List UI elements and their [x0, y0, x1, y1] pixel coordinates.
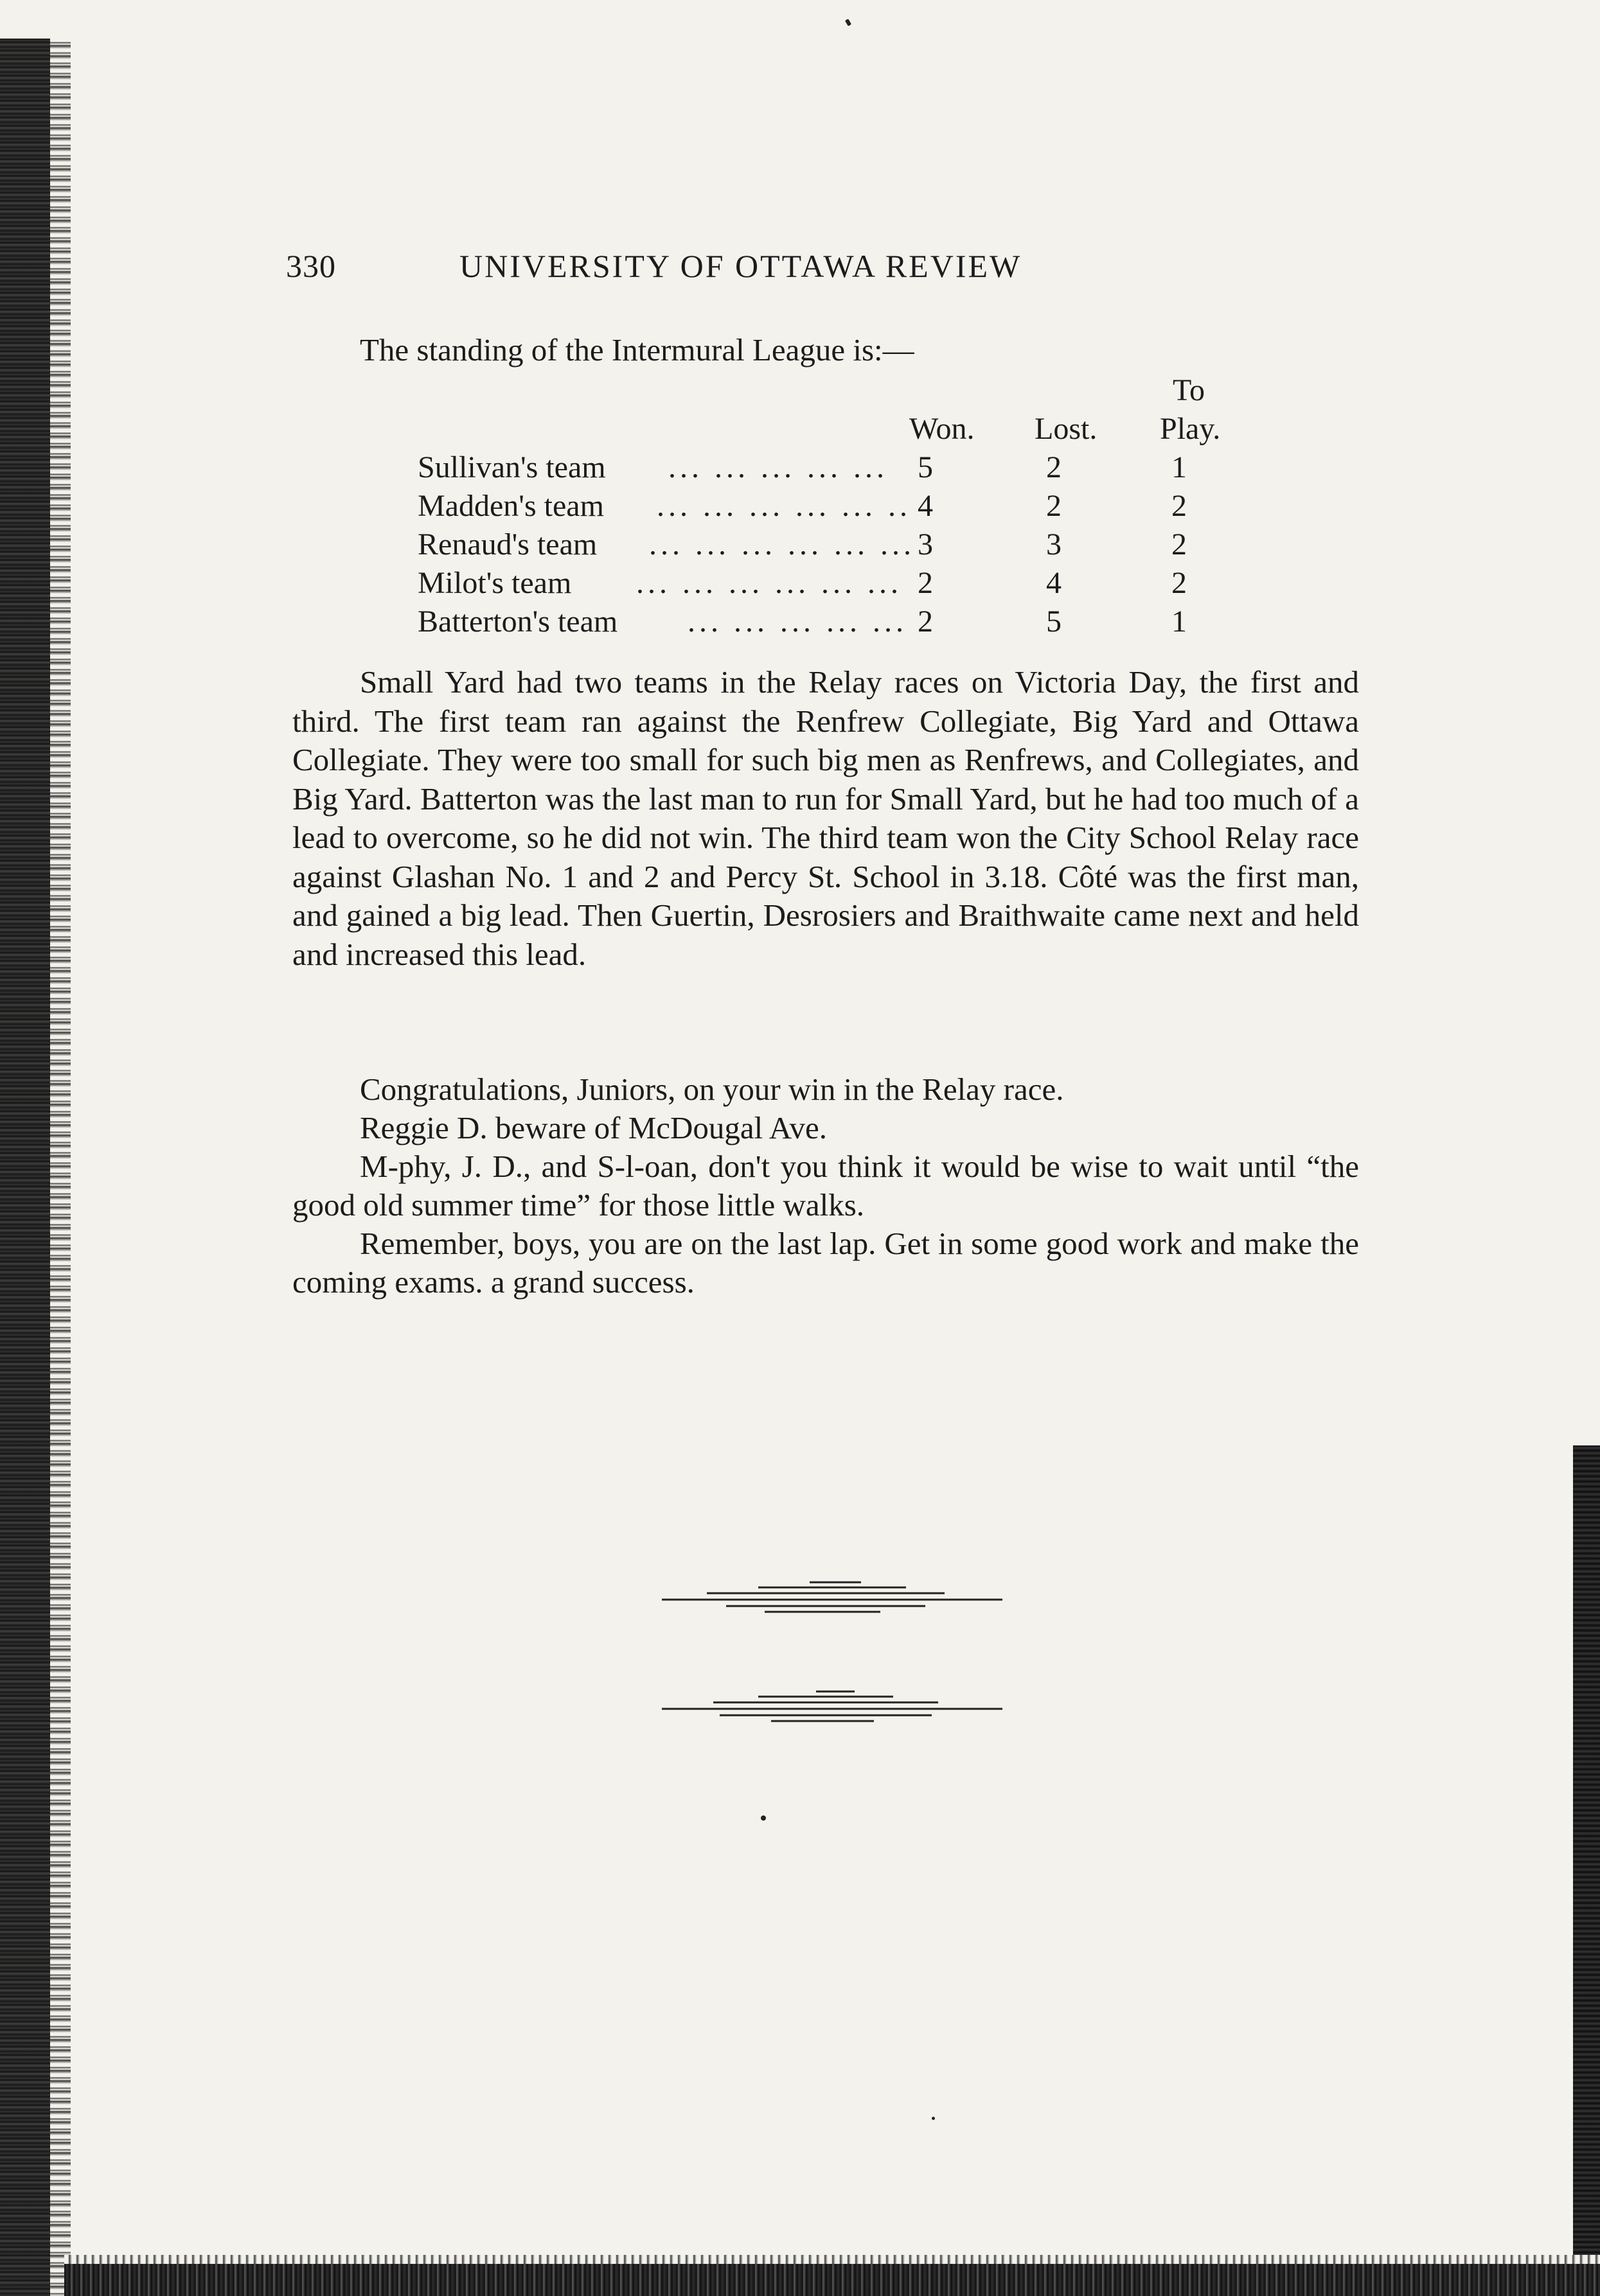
- dot-leader: ... ... ... ... ... ...: [636, 566, 902, 600]
- header-to-play-line2: Play.: [1160, 412, 1221, 446]
- dot-leader: ... ... ... ... ...: [688, 605, 907, 639]
- dot-leader: ... ... ... ... ...: [668, 450, 888, 484]
- stray-ink-dot: [761, 1815, 766, 1821]
- lost-value: 2: [1046, 489, 1062, 523]
- to-play-value: 2: [1171, 527, 1187, 561]
- won-value: 5: [918, 450, 933, 484]
- lost-value: 3: [1046, 527, 1062, 561]
- team-name: Madden's team: [418, 489, 604, 523]
- stray-ink-dot: [932, 2117, 935, 2120]
- won-value: 2: [918, 605, 933, 639]
- header-won: Won.: [909, 412, 975, 446]
- lost-value: 5: [1046, 605, 1062, 639]
- team-name: Renaud's team: [418, 527, 598, 561]
- team-name: Sullivan's team: [418, 450, 606, 484]
- reggie-paragraph: Reggie D. beware of McDougal Ave.: [360, 1110, 828, 1145]
- table-row: [418, 565, 1253, 604]
- lost-value: 2: [1046, 450, 1062, 484]
- table-row: [418, 527, 1253, 565]
- table-row: [418, 604, 1253, 642]
- to-play-value: 2: [1171, 489, 1187, 523]
- header-lost: Lost.: [1035, 412, 1098, 446]
- page-number: 330: [286, 248, 336, 284]
- stray-ink-mark: [845, 19, 851, 26]
- table-row: [418, 488, 1253, 527]
- page-header: [286, 247, 1198, 299]
- lost-value: 4: [1046, 566, 1062, 600]
- relay-race-paragraph: Small Yard had two teams in the Relay races on Victoria Day, the first and third. The first team ran against the Renfrew Collegiate, Big Yard and Ottawa Collegiate. They were too small for such big men as Renfrews, and Collegiates, and Big Yard. Batterton was the last man to run for Small Yard, but he had too much of a lead to overcome, so he did not win. The third team won the City School Relay race against Glashan No. 1 and 2 and Percy St. School in 3.18. Côté was the first man, and gained a big lead. Then Guertin, Desrosiers and Braithwaite came next and held and increased this lead.: [292, 664, 1359, 972]
- to-play-value: 2: [1171, 566, 1187, 600]
- won-value: 4: [918, 489, 933, 523]
- last-lap-paragraph: Remember, boys, you are on the last lap. Get in some good work and make the coming exams. a grand success.: [292, 1226, 1359, 1300]
- team-name: Batterton's team: [418, 605, 618, 639]
- summer-time-paragraph: M-phy, J. D., and S-l-oan, don't you think it would be wise to wait until “the good old summer time” for those little walks.: [292, 1149, 1359, 1223]
- book-binding-edge-left: [0, 39, 71, 2296]
- dot-leader: ... ... ... ... ... ..: [657, 489, 911, 523]
- to-play-value: 1: [1171, 450, 1187, 484]
- ornamental-rule-lower: [662, 1690, 1002, 1728]
- intro-line: The standing of the Intermural League is:—: [360, 332, 914, 367]
- team-name: Milot's team: [418, 566, 572, 600]
- ornamental-rule-upper: [662, 1580, 1002, 1619]
- won-value: 3: [918, 527, 933, 561]
- won-value: 2: [918, 566, 933, 600]
- book-binding-edge-right: [1573, 1445, 1600, 2296]
- header-to-play-line1: To: [1173, 373, 1205, 407]
- dot-leader: ... ... ... ... ... ...: [649, 527, 915, 561]
- running-title: UNIVERSITY OF OTTAWA REVIEW: [459, 248, 1022, 284]
- table-row: [418, 450, 1253, 488]
- book-binding-edge-bottom: [64, 2255, 1600, 2296]
- to-play-value: 1: [1171, 605, 1187, 639]
- congratulations-paragraph: Congratulations, Juniors, on your win in the Relay race.: [360, 1072, 1064, 1107]
